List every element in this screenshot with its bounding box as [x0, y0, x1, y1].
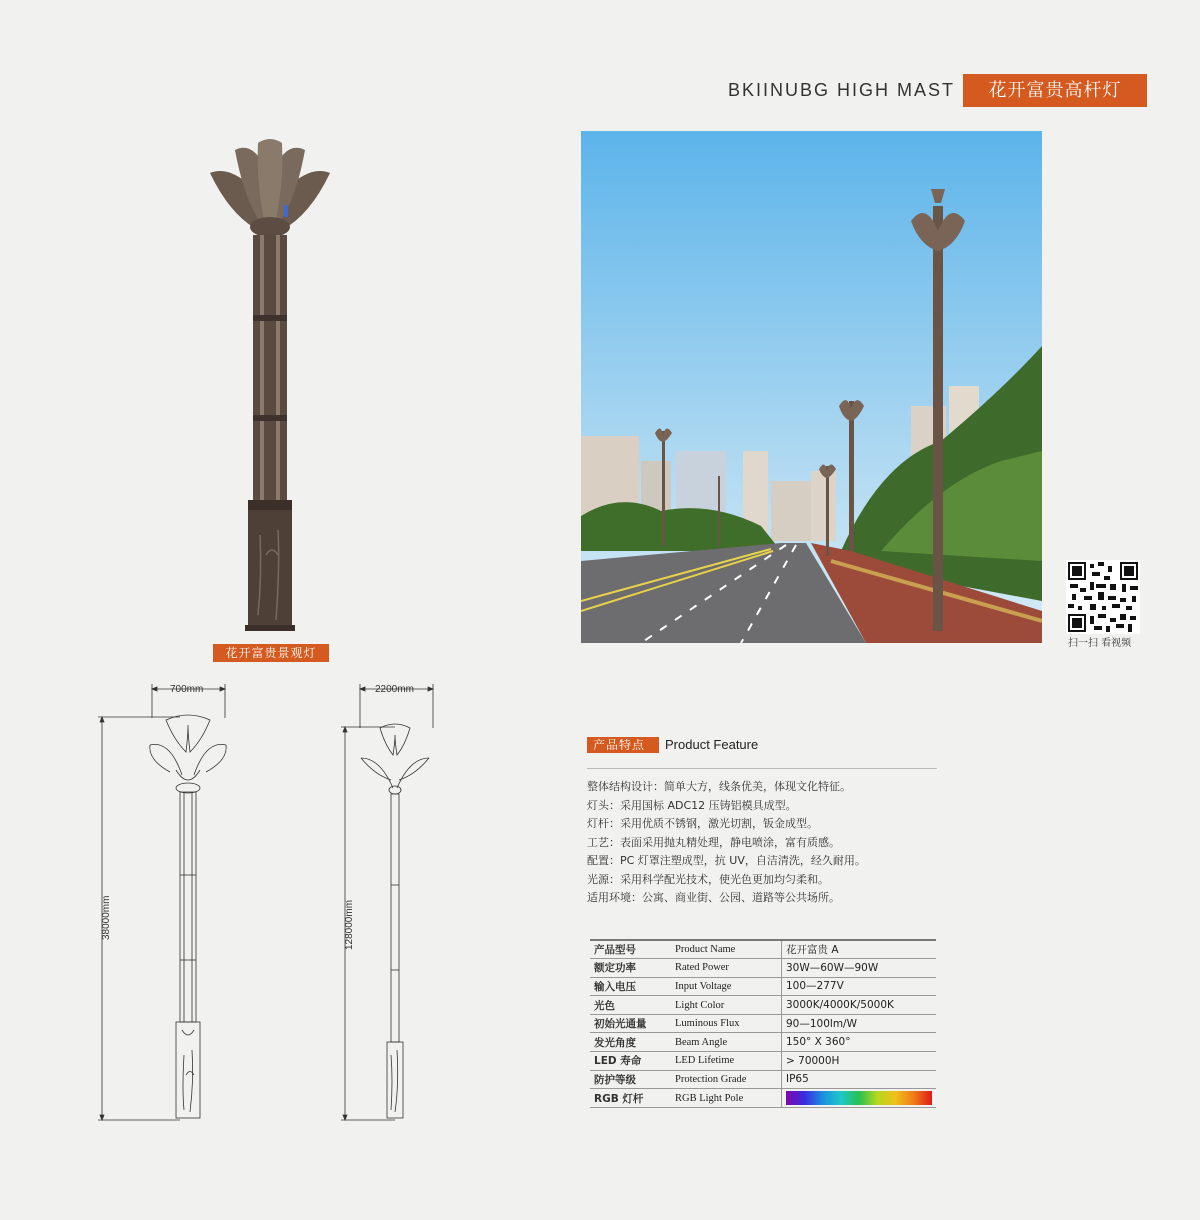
spec-value: 100—277V	[782, 977, 937, 996]
spec-en: LED Lifetime	[671, 1052, 782, 1071]
spec-en: Beam Angle	[671, 1033, 782, 1052]
table-row	[590, 1033, 936, 1052]
table-row	[590, 977, 936, 996]
spec-en: Rated Power	[671, 959, 782, 978]
spec-en: Product Name	[671, 940, 782, 959]
side-dimension-drawing	[335, 680, 455, 1130]
feature-divider	[587, 768, 937, 769]
spec-en: RGB Light Pole	[671, 1089, 782, 1108]
feature-item: 适用环境：公寓、商业街、公园、道路等公共场所。	[587, 891, 840, 904]
spec-en: Input Voltage	[671, 977, 782, 996]
product-lamp-illustration	[200, 135, 340, 635]
table-row	[590, 1052, 936, 1071]
spec-cn: 光色	[590, 996, 671, 1015]
spec-value: 30W—60W—90W	[782, 959, 937, 978]
feature-item: 灯头：采用国标 ADC12 压铸铝模具成型。	[587, 798, 797, 812]
rgb-spectrum-bar	[786, 1091, 932, 1105]
feature-item: 工艺：表面采用抛丸精处理，静电喷涂，富有质感。	[587, 835, 840, 849]
spec-cn: 输入电压	[590, 977, 671, 996]
table-row	[590, 1014, 936, 1033]
table-row	[590, 940, 936, 959]
spec-cn: RGB 灯杆	[590, 1089, 671, 1108]
qr-code[interactable]	[1066, 560, 1140, 634]
front-width-label: 700mm	[170, 684, 204, 695]
feature-list	[587, 778, 866, 908]
spec-value: 3000K/4000K/5000K	[782, 996, 937, 1015]
side-height-label: 128000mm	[344, 899, 355, 950]
spec-value: > 70000H	[782, 1052, 937, 1071]
feature-item: 光源：采用科学配光技术，使光色更加均匀柔和。	[587, 872, 829, 886]
spec-value: 花开富贵 A	[782, 940, 937, 959]
spec-cn: 防护等级	[590, 1070, 671, 1089]
spec-cn: LED 寿命	[590, 1052, 671, 1071]
feature-item: 灯杆：采用优质不锈钢，激光切割，钣金成型。	[587, 817, 818, 830]
feature-tag: 产品特点	[587, 737, 659, 753]
spec-value: 90—100lm/W	[782, 1014, 937, 1033]
street-scene-photo	[581, 131, 1042, 643]
feature-item: 配置：PC 灯罩注塑成型，抗 UV，自洁清洗，经久耐用。	[587, 854, 866, 867]
side-width-label: 2200mm	[375, 684, 414, 695]
spec-value: 150° X 360°	[782, 1033, 937, 1052]
feature-title-en: Product Feature	[665, 737, 759, 752]
qr-caption: 扫一扫 看视频	[1068, 638, 1132, 649]
header-title-en: BKIINUBG HIGH MAST	[728, 80, 956, 100]
spec-cn: 额定功率	[590, 959, 671, 978]
table-row	[590, 1070, 936, 1089]
spec-en: Light Color	[671, 996, 782, 1015]
spec-value	[782, 1089, 937, 1108]
feature-item: 整体结构设计：简单大方，线条优美，体现文化特征。	[587, 780, 851, 793]
spec-cn: 发光角度	[590, 1033, 671, 1052]
front-dimension-drawing	[90, 680, 250, 1130]
spec-table	[590, 939, 936, 1108]
product-label: 花开富贵景观灯	[213, 644, 329, 662]
spec-cn: 产品型号	[590, 940, 671, 959]
table-row	[590, 1089, 936, 1108]
spec-en: Protection Grade	[671, 1070, 782, 1089]
front-height-label: 38000mm	[101, 895, 112, 940]
spec-en: Luminous Flux	[671, 1014, 782, 1033]
header-title-cn: 花开富贵高杆灯	[963, 74, 1147, 107]
spec-cn: 初始光通量	[590, 1014, 671, 1033]
table-row	[590, 959, 936, 978]
spec-value: IP65	[782, 1070, 937, 1089]
table-row	[590, 996, 936, 1015]
